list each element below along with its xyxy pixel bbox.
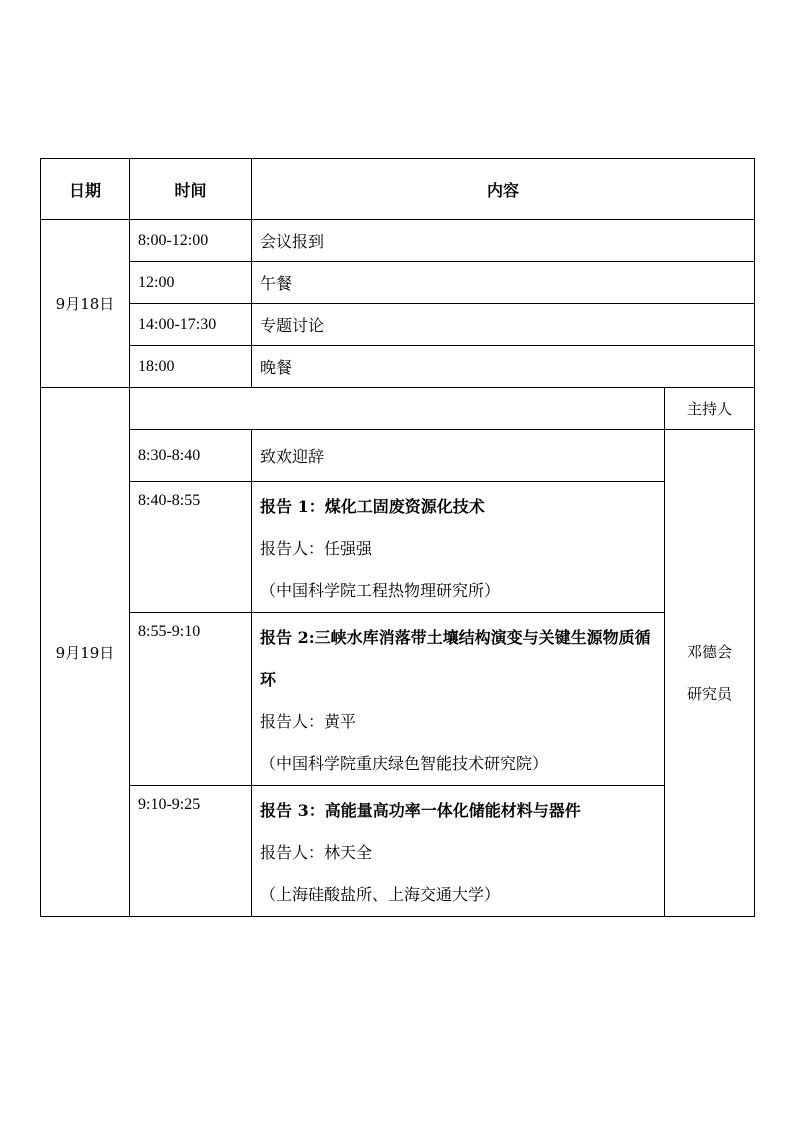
- report-speaker: 报告人：任强强: [260, 539, 373, 558]
- row-content: 会议报到: [252, 220, 755, 262]
- report-title: 报告 2:三峡水库消落带土壤结构演变与关键生源物质循环: [260, 628, 651, 689]
- day1-date: 9月18日: [41, 220, 130, 388]
- row-time: 8:30-8:40: [130, 430, 252, 482]
- report-speaker: 报告人：黄平: [260, 712, 357, 731]
- row-time: 18:00: [130, 346, 252, 388]
- host-header-row: [41, 388, 755, 430]
- row-content: 午餐: [252, 262, 755, 304]
- report-time: 8:40-8:55: [130, 482, 252, 613]
- row-content: 致欢迎辞: [252, 430, 665, 482]
- header-date: 日期: [41, 159, 130, 220]
- report-row: [41, 786, 755, 917]
- host-label: 主持人: [665, 388, 755, 430]
- report-affiliation: （中国科学院工程热物理研究所）: [260, 581, 501, 600]
- report-row: [41, 613, 755, 786]
- row-time: 14:00-17:30: [130, 304, 252, 346]
- report-row: [41, 482, 755, 613]
- report-title: 报告 1：煤化工固废资源化技术: [260, 497, 485, 516]
- host-title: 研究员: [687, 685, 733, 703]
- report-time: 9:10-9:25: [130, 786, 252, 917]
- table-row: [41, 220, 755, 262]
- row-content: 晚餐: [252, 346, 755, 388]
- table-row: [41, 304, 755, 346]
- row-time: 8:00-12:00: [130, 220, 252, 262]
- row-time: 12:00: [130, 262, 252, 304]
- table-row: [41, 262, 755, 304]
- row-content: 专题讨论: [252, 304, 755, 346]
- header-content: 内容: [252, 159, 755, 220]
- report-title: 报告 3：高能量高功率一体化储能材料与器件: [260, 801, 581, 820]
- empty-cell: [130, 388, 665, 430]
- report-content: [252, 786, 665, 917]
- host-name: 邓德会: [687, 643, 733, 661]
- report-content: [252, 482, 665, 613]
- table-row: [41, 346, 755, 388]
- header-row: [41, 159, 755, 220]
- report-content: [252, 613, 665, 786]
- report-affiliation: （中国科学院重庆绿色智能技术研究院）: [260, 754, 549, 773]
- report-time: 8:55-9:10: [130, 613, 252, 786]
- report-speaker: 报告人：林天全: [260, 843, 373, 862]
- schedule-table: [40, 158, 755, 917]
- report-affiliation: （上海硅酸盐所、上海交通大学）: [260, 885, 501, 904]
- day2-date: 9月19日: [41, 388, 130, 917]
- table-row: [41, 430, 755, 482]
- header-time: 时间: [130, 159, 252, 220]
- host-cell: [665, 430, 755, 917]
